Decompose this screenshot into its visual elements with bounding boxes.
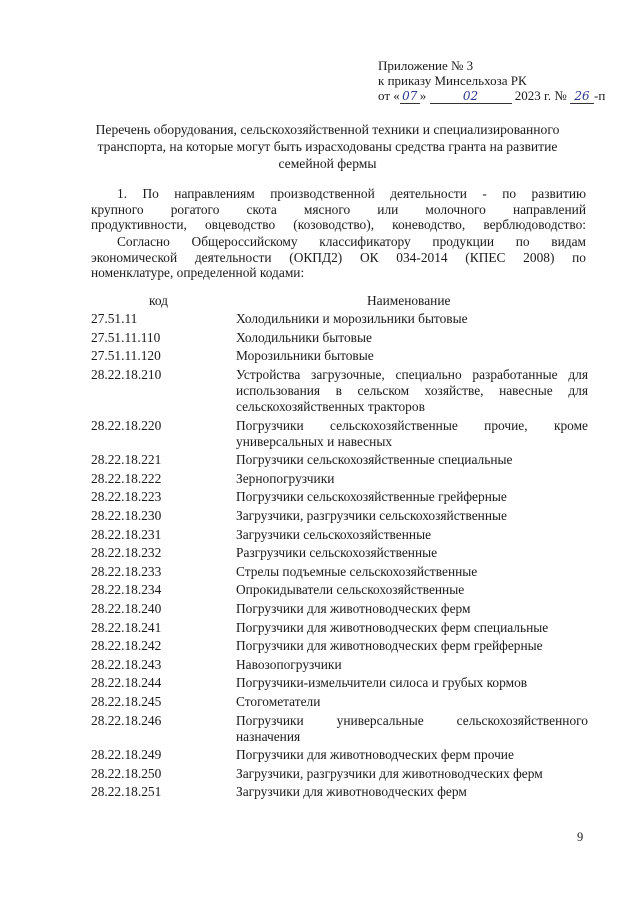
okpd-code: 28.22.18.250 bbox=[91, 765, 162, 781]
okpd-code: 28.22.18.233 bbox=[91, 563, 162, 579]
equipment-name: Холодильники и морозильники бытовые bbox=[236, 311, 468, 327]
okpd-code: 28.22.18.221 bbox=[91, 452, 162, 468]
date-mid: » bbox=[419, 88, 427, 103]
okpd-code: 28.22.18.249 bbox=[91, 747, 162, 763]
column-header-name: Наименование bbox=[367, 293, 451, 308]
okpd-line-2: экономической деятельности (ОКПД2) ОК 034-2014 (КПЕС 2008) по bbox=[91, 249, 586, 265]
table-row bbox=[91, 637, 588, 656]
equipment-name: Загрузчики, разгрузчики для животноводческих ферм bbox=[236, 765, 543, 781]
equipment-name: Погрузчики для животноводческих ферм грейферные bbox=[236, 638, 543, 654]
okpd-code: 28.22.18.245 bbox=[91, 693, 162, 709]
table-row bbox=[91, 488, 588, 507]
okpd-paragraph bbox=[91, 234, 586, 281]
table-row bbox=[91, 451, 588, 470]
equipment-name: Загрузчики для животноводческих ферм bbox=[236, 784, 467, 800]
handwritten-month: 02 bbox=[430, 90, 512, 104]
equipment-name: Загрузчики сельскохозяйственные bbox=[236, 526, 432, 542]
table-row bbox=[91, 783, 588, 802]
table-row bbox=[91, 470, 588, 489]
equipment-name: Навозопогрузчики bbox=[236, 656, 342, 672]
table-row bbox=[91, 764, 588, 783]
okpd-line-3: номенклатуре, определенной кодами: bbox=[91, 265, 305, 280]
table-row bbox=[91, 563, 588, 582]
appendix-order-ref: к приказу Минсельхоза РК bbox=[378, 73, 527, 88]
equipment-name: Зернопогрузчики bbox=[236, 470, 335, 486]
equipment-table bbox=[91, 310, 588, 802]
equipment-name: Морозильники бытовые bbox=[236, 348, 374, 364]
okpd-code: 28.22.18.243 bbox=[91, 656, 162, 672]
okpd-code: 28.22.18.234 bbox=[91, 582, 162, 598]
appendix-order-date bbox=[378, 88, 618, 104]
table-row bbox=[91, 544, 588, 563]
number-suffix: -п bbox=[594, 88, 606, 103]
document-title: Перечень оборудования, сельскохозяйственной техники и специализированного транспорта, на которые могут быть израсходованы средства гранта на развитие семейной фермы bbox=[95, 122, 560, 171]
section-1-paragraph bbox=[91, 186, 586, 233]
section-1-line-1: 1. По направлениям производственной деятельности - по развитию bbox=[117, 186, 586, 201]
equipment-name: Холодильники бытовые bbox=[236, 329, 372, 345]
handwritten-day: 07 bbox=[400, 90, 420, 104]
page-number: 9 bbox=[577, 830, 584, 844]
table-row bbox=[91, 310, 588, 329]
equipment-name: Стогометатели bbox=[236, 693, 321, 709]
table-row bbox=[91, 366, 588, 417]
equipment-name: Устройства загрузочные, специально разработанные для использования в сельском хозяйстве, навесные для сельскохозяйственных тракторов bbox=[236, 367, 588, 415]
equipment-name: Погрузчики сельскохозяйственные прочие, кроме универсальных и навесных bbox=[236, 417, 588, 449]
okpd-code: 28.22.18.246 bbox=[91, 712, 162, 728]
appendix-header bbox=[378, 58, 618, 104]
okpd-code: 28.22.18.232 bbox=[91, 545, 162, 561]
table-row bbox=[91, 581, 588, 600]
table-row bbox=[91, 693, 588, 712]
table-row bbox=[91, 416, 588, 451]
okpd-code: 27.51.11 bbox=[91, 311, 138, 327]
table-row bbox=[91, 746, 588, 765]
date-prefix: от « bbox=[378, 88, 400, 103]
appendix-title: Приложение № 3 bbox=[378, 58, 474, 73]
okpd-code: 28.22.18.230 bbox=[91, 508, 162, 524]
okpd-code: 28.22.18.223 bbox=[91, 489, 162, 505]
okpd-code: 28.22.18.220 bbox=[91, 417, 162, 433]
equipment-name: Погрузчики для животноводческих ферм bbox=[236, 601, 471, 617]
column-header-code: код bbox=[149, 293, 168, 308]
table-row bbox=[91, 525, 588, 544]
section-1-line-3: продуктивности, овцеводство (козоводство), коневодство, верблюдоводство: bbox=[91, 217, 586, 232]
okpd-code: 27.51.11.110 bbox=[91, 329, 161, 345]
okpd-code: 28.22.18.242 bbox=[91, 638, 162, 654]
equipment-name: Разгрузчики сельскохозяйственные bbox=[236, 545, 438, 561]
okpd-code: 28.22.18.231 bbox=[91, 526, 162, 542]
equipment-name: Погрузчики для животноводческих ферм специальные bbox=[236, 619, 549, 635]
table-row bbox=[91, 347, 588, 366]
table-row bbox=[91, 711, 588, 746]
table-row bbox=[91, 618, 588, 637]
section-1-line-2: крупного рогатого скота мясного или молочного направлений bbox=[91, 201, 586, 217]
handwritten-number: 26 bbox=[570, 90, 594, 104]
equipment-name: Загрузчики, разгрузчики сельскохозяйственные bbox=[236, 508, 507, 524]
okpd-line-1: Согласно Общероссийскому классификатору продукции по видам bbox=[117, 234, 586, 249]
okpd-code: 28.22.18.210 bbox=[91, 367, 162, 383]
equipment-name: Погрузчики универсальные сельскохозяйственного назначения bbox=[236, 712, 588, 744]
equipment-name: Погрузчики для животноводческих ферм прочие bbox=[236, 747, 514, 763]
okpd-code: 27.51.11.120 bbox=[91, 348, 161, 364]
date-year: 2023 г. № bbox=[514, 88, 567, 103]
equipment-name: Погрузчики-измельчители силоса и грубых кормов bbox=[236, 675, 528, 691]
okpd-code: 28.22.18.222 bbox=[91, 470, 162, 486]
equipment-name: Погрузчики сельскохозяйственные специальные bbox=[236, 452, 513, 468]
equipment-name: Стрелы подъемные сельскохозяйственные bbox=[236, 563, 478, 579]
okpd-code: 28.22.18.244 bbox=[91, 675, 162, 691]
table-row bbox=[91, 507, 588, 526]
okpd-code: 28.22.18.251 bbox=[91, 784, 162, 800]
okpd-code: 28.22.18.241 bbox=[91, 619, 162, 635]
equipment-name: Опрокидыватели сельскохозяйственные bbox=[236, 582, 465, 598]
table-row bbox=[91, 329, 588, 348]
table-row bbox=[91, 674, 588, 693]
table-row bbox=[91, 600, 588, 619]
okpd-code: 28.22.18.240 bbox=[91, 601, 162, 617]
table-row bbox=[91, 656, 588, 675]
equipment-name: Погрузчики сельскохозяйственные грейферные bbox=[236, 489, 507, 505]
